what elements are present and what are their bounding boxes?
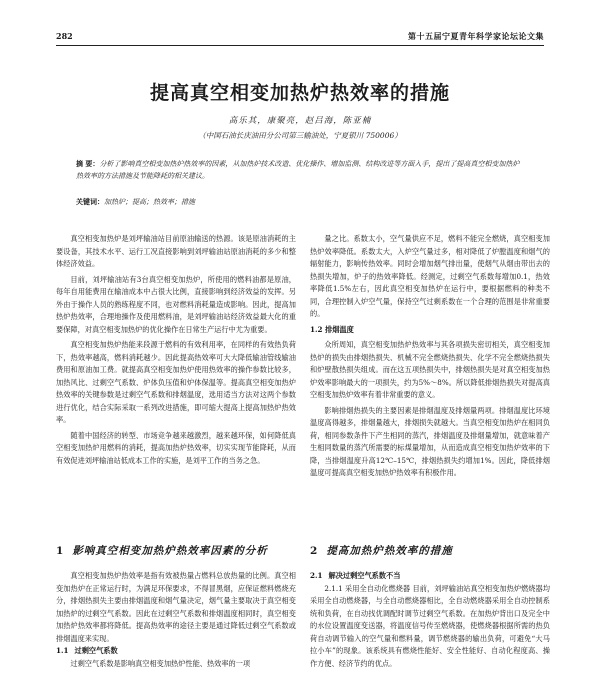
paragraph <box>310 583 550 671</box>
abstract-label: 摘 要： <box>76 159 100 168</box>
right-column-upper <box>310 233 550 480</box>
paragraph: 众所周知，真空相变加热炉热效率与其各项损失密切相关，真空相变加热炉的损失由排烟热损失、机械不完全燃烧热损失、化学不完全燃烧热损失和炉壁散热损失组成。而在这五项热损失中，排烟热损失是对真空相变加热炉效率影响最大的一项损失，约为5%～8%。所以降低排烟热损失对提高真空相变加热炉效率有着非常重要的意义。 <box>310 340 550 399</box>
section-title: 影响真空相变加热炉热效率因素的分析 <box>72 545 268 557</box>
section-1-body <box>56 570 296 670</box>
subsection-number: 1.1 <box>56 646 69 655</box>
subsection-title: 解决过剩空气系数不当 <box>328 571 401 580</box>
subsection-heading-1-2: 1.2 排烟温度 <box>310 324 354 334</box>
left-column-intro <box>56 233 296 467</box>
keywords-text: 加热炉；提高；热效率；措施 <box>104 198 195 206</box>
item-number: 2.1.1 <box>324 583 343 593</box>
paragraph: 真空相变加热炉热效率是指有效被热量占燃料总放热量的比例。真空相变加热炉在正常运行时，为满足环保要求，不得冒黑烟，应保证燃料燃烧充分，排烟热损失主要由排烟温度和烟气量决定，烟气量主要取决于真空相变加热炉的过剩空气系数。因此在过剩空气系数和排烟温度相同时，真空相变加热炉热效率都将降低。提高热效率的途径主要是通过降低过剩空气系数或排烟温度来实现。 <box>56 571 296 643</box>
section-heading-2 <box>310 543 550 558</box>
subsection-heading-2-1 <box>310 570 550 583</box>
section-heading-1 <box>56 543 296 558</box>
author-list: 高乐其，康聚亮，赵吕海，陈亚楠 <box>228 116 372 126</box>
paragraph: 影响排烟热损失的主要因素是排烟温度及排烟量两项。排烟温度比环境温度高得越多，排烟量越大，排烟损失就越大。当真空相变加热炉在相同负荷，相同参数条件下产生相同的蒸汽，排烟温度及排烟量增加，就意味着产生相同数量的蒸汽所需要的标煤量增加，从而造成真空相变加热炉效率的下降，当排烟温度升高12℃–15℃，排烟热损失约增加1%。因此，降低排烟温度可提高真空相变加热炉热效率有积极作用。 <box>310 405 550 477</box>
page-number: 282 <box>56 31 73 41</box>
paragraph: 随着中国经济的转型、市场竞争越来越激烈，越来越环保，如何降低真空相变加热炉用燃料的消耗，提高加热炉热效率，切实实现节能降耗，从而有效促进刘坪输油站低成本工作的实施，是刘平工作的当务之急。 <box>56 430 296 465</box>
paragraph: 量之比。系数太小，空气量供应不足，燃料不能完全燃烧，真空相变加热炉效率降低。系数太大，入炉空气量过多，相对降低了炉膛温度和烟气的辐射能力，影响传热效率。同时会增加烟气排出量，使烟气从烟由带出去的热损失增加，炉子的热效率降低。经测定，过剩空气系数每增加0.1，热效率降低1.5%左右，因此真空相变加热炉在运行中，要根据燃料的种类不同，合理控制入炉空气量，保持空气过剩系数在一个合理的范围是非常重要的。 <box>310 234 550 318</box>
article-title: 提高真空相变加热炉热效率的措施 <box>149 82 450 104</box>
paragraph: 过剩空气系数是影响真空相变加热炉性能、热效率的一项 <box>70 658 251 668</box>
keywords-label: 关键词： <box>76 197 104 206</box>
section-number: 1 <box>56 545 65 557</box>
abstract-text: 分析了影响真空相变加热炉热效率的因素，从加热炉技术改造、优化操作、增加监测、结构改进等方面入手，提出了提高真空相变加热炉热效率的方法措施及节能降耗的相关建议。 <box>76 160 520 180</box>
subsection-number: 2.1 <box>310 571 323 580</box>
section-title: 提高加热炉热效率的措施 <box>326 545 453 557</box>
keywords <box>76 196 524 208</box>
affiliation: （中国石油长庆油田分公司第三输油处，宁夏银川 750006） <box>198 131 402 140</box>
header-rule <box>56 45 544 46</box>
paragraph: 真空相变加热炉热能来段源于燃料的有效利用率，在同样的有效热负荷下，热效率越高，燃料消耗越少。因此提高热效率可大大降低输油管线输油费用和原油加工费。就提高真空相变加热炉使用热效率的操作参数比较多，加热风比、过剩空气系数、炉体负压值和炉体保温等。提高真空相变加热炉热效率的关键参数是过剩空气系数和排烟温度，选用适当方法对这两个参数进行优化，结合实际采取一系列改进措施，即可缩大提高上提高加热炉热效率。 <box>56 340 296 424</box>
paragraph: 真空相变加热炉是刘坪输油站目前原油输送的热源。该是原油消耗的主要设备，其技术水平、运行工况直接影响到刘坪输油站原油消耗的多少和整体经济效益。 <box>56 234 296 268</box>
paragraph: 目前，刘坪输油站有3台真空相变加热炉，所使用的燃料油都是原油，每年自用能费用在输油成本中占很大比例，直接影响到经济效益的发挥。另外由于操作人员的熟练程度不同，也对燃料消耗量造成影响。因此，提高加热炉热效率，合理地操作及使用燃料油，是刘坪输油站经济效益最大化的重要保障，对真空相变加热炉的优化操作在日常生产运行中尤为重要。 <box>56 274 296 334</box>
abstract <box>76 158 524 182</box>
subsection-heading-1-1 <box>56 645 296 658</box>
running-header <box>56 30 544 42</box>
section-number: 2 <box>310 545 319 557</box>
section-2-body <box>310 570 550 670</box>
journal-title: 第十五届宁夏青年科学家论坛论文集 <box>408 31 544 41</box>
item-text: 目前，刘坪输油站真空相变加热炉燃烧器均采用全自动燃烧器，与全自动燃烧器相比，全自动燃烧器采用全自动控制系统和负荷，在自动找优调配时调节过剩空气系数。在加热炉背出口及完全中的水位设置温度变送器，将温度信号传至燃烧器，使燃烧器根据所需的热负荷自动调节输入的空气量和燃料量，调节燃烧器的输出负荷，可避免“大马拉小车”的现象。该系统具有燃烧性能好、安全性能好、自动化程度高、操作方便、经济节约的优点。 <box>310 583 550 668</box>
subsection-title: 过剩空气系数 <box>74 646 118 655</box>
item-title: 采用全自动化燃烧器 <box>345 583 411 593</box>
